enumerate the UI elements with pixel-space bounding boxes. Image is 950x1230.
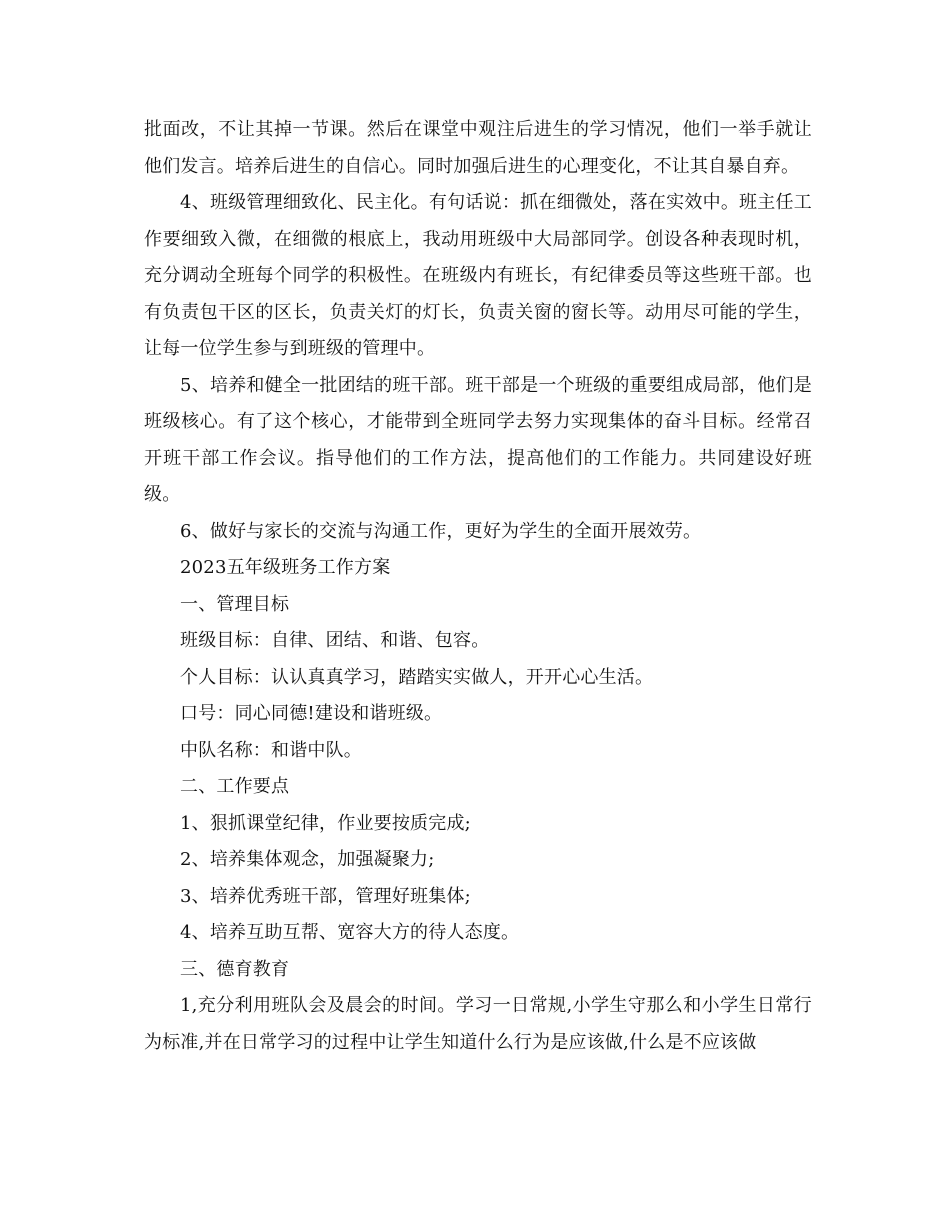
section-title: 2023五年级班务工作方案 (180, 557, 391, 578)
document-body (144, 112, 812, 1061)
paragraph: 班级目标：自律、团结、和谐、包容。 (180, 630, 490, 651)
list-item: 4、培养互助互帮、宽容大方的待人态度。 (180, 922, 520, 943)
paragraph: 个人目标：认认真真学习，踏踏实实做人，开开心心生活。 (180, 666, 654, 688)
paragraph: 1,充分利用班队会及晨会的时间。学习一日常规,小学生守那么和小学生日常行为标准,并在日常学习的过程中让学生知道什么行为是应该做,什么是不应该做 (144, 995, 812, 1053)
paragraph: 中队名称：和谐中队。 (180, 739, 362, 761)
paragraph: 批面改，不让其掉一节课。然后在课堂中观注后进生的学习情况，他们一举手就让他们发言。培养后进生的自信心。同时加强后进生的心理变化，不让其自暴自弃。 (144, 119, 812, 177)
list-item: 3、培养优秀班干部，管理好班集体; (180, 885, 471, 907)
paragraph: 6、做好与家长的交流与沟通工作，更好为学生的全面开展效劳。 (180, 520, 702, 542)
paragraph: 5、培养和健全一批团结的班干部。班干部是一个班级的重要组成局部，他们是班级核心。有了这个核心，才能带到全班同学去努力实现集体的奋斗目标。经常召开班干部工作会议。指导他们的工作方法，提高他们的工作能力。共同建设好班级。 (144, 374, 812, 505)
section-heading: 二、工作要点 (180, 776, 290, 797)
section-heading: 一、管理目标 (180, 593, 290, 615)
paragraph: 4、班级管理细致化、民主化。有句话说：抓在细微处，落在实效中。班主任工作要细致入微，在细微的根底上，我动用班级中大局部同学。创设各种表现时机，充分调动全班每个同学的积极性。在班级内有班长，有纪律委员等这些班干部。也有负责包干区的区长，负责关灯的灯长，负责关窗的窗长等。动用尽可能的学生，让每一位学生参与到班级的管理中。 (144, 192, 812, 359)
paragraph: 口号：同心同德!建设和谐班级。 (180, 703, 443, 724)
list-item: 2、培养集体观念，加强凝聚力; (180, 849, 435, 870)
section-heading: 三、德育教育 (180, 958, 290, 980)
list-item: 1、狠抓课堂纪律，作业要按质完成; (180, 812, 471, 834)
